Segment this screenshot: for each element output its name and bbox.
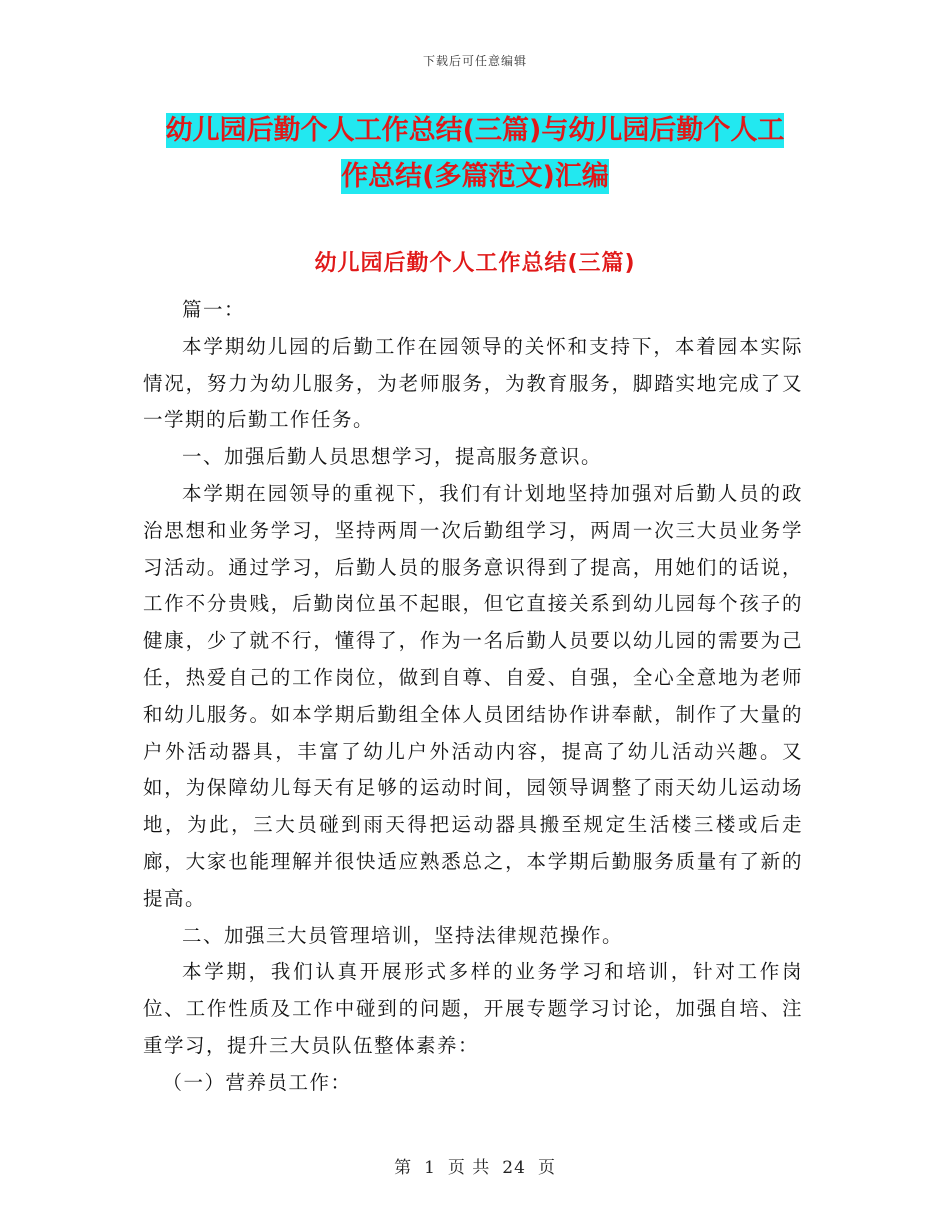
page-number: 1 xyxy=(424,1158,436,1178)
title-line-1: 幼儿园后勤个人工作总结(三篇)与幼儿园后勤个人工 xyxy=(165,115,785,146)
section-title: 幼儿园后勤个人工作总结(三篇) xyxy=(314,251,636,276)
paragraph-heading: （一）营养员工作： xyxy=(162,1070,352,1094)
document-title xyxy=(140,108,810,200)
header-note: 下载后可任意编辑 xyxy=(422,54,527,68)
footer-suffix: 页 xyxy=(537,1158,556,1178)
footer-prefix: 第 xyxy=(394,1158,413,1178)
footer-middle: 页 共 xyxy=(447,1158,491,1178)
paragraph-heading: 二、加强三大员管理培训，坚持法律规范操作。 xyxy=(182,923,624,947)
page-total: 24 xyxy=(502,1158,526,1178)
title-line-2: 作总结(多篇范文)汇编 xyxy=(341,161,609,192)
paragraph: 本学期，我们认真开展形式多样的业务学习和培训，针对工作岗位、工作性质及工作中碰到的问题，开展专题学习讨论，加强自培、注重学习，提升三大员队伍整体素养： xyxy=(143,960,803,1057)
body-text xyxy=(143,292,803,1102)
paragraph: 本学期幼儿园的后勤工作在园领导的关怀和支持下，本着园本实际情况，努力为幼儿服务，为老师服务，为教育服务，脚踏实地完成了又一学期的后勤工作任务。 xyxy=(143,334,803,432)
paragraph-heading: 一、加强后勤人员思想学习，提高服务意识。 xyxy=(182,445,603,469)
paragraph: 本学期在园领导的重视下，我们有计划地坚持加强对后勤人员的政治思想和业务学习，坚持两周一次后勤组学习，两周一次三大员业务学习活动。通过学习，后勤人员的服务意识得到了提高，用她们的话说，工作不分贵贱，后勤岗位虽不起眼，但它直接关系到幼儿园每个孩子的健康，少了就不行，懂得了，作为一名后勤人员要以幼儿园的需要为己任，热爱自己的工作岗位，做到自尊、自爱、自强，全心全意地为老师和幼儿服务。如本学期后勤组全体人员团结协作讲奉献，制作了大量的户外活动器具，丰富了幼儿户外活动内容，提高了幼儿活动兴趣。又如，为保障幼儿每天有足够的运动时间，园领导调整了雨天幼儿运动场地，为此，三大员碰到雨天得把运动器具搬至规定生活楼三楼或后走廊，大家也能理解并很快适应熟悉总之，本学期后勤服务质量有了新的提高。 xyxy=(143,481,803,910)
page-footer xyxy=(0,1153,950,1178)
paragraph-heading: 篇一： xyxy=(182,298,246,321)
